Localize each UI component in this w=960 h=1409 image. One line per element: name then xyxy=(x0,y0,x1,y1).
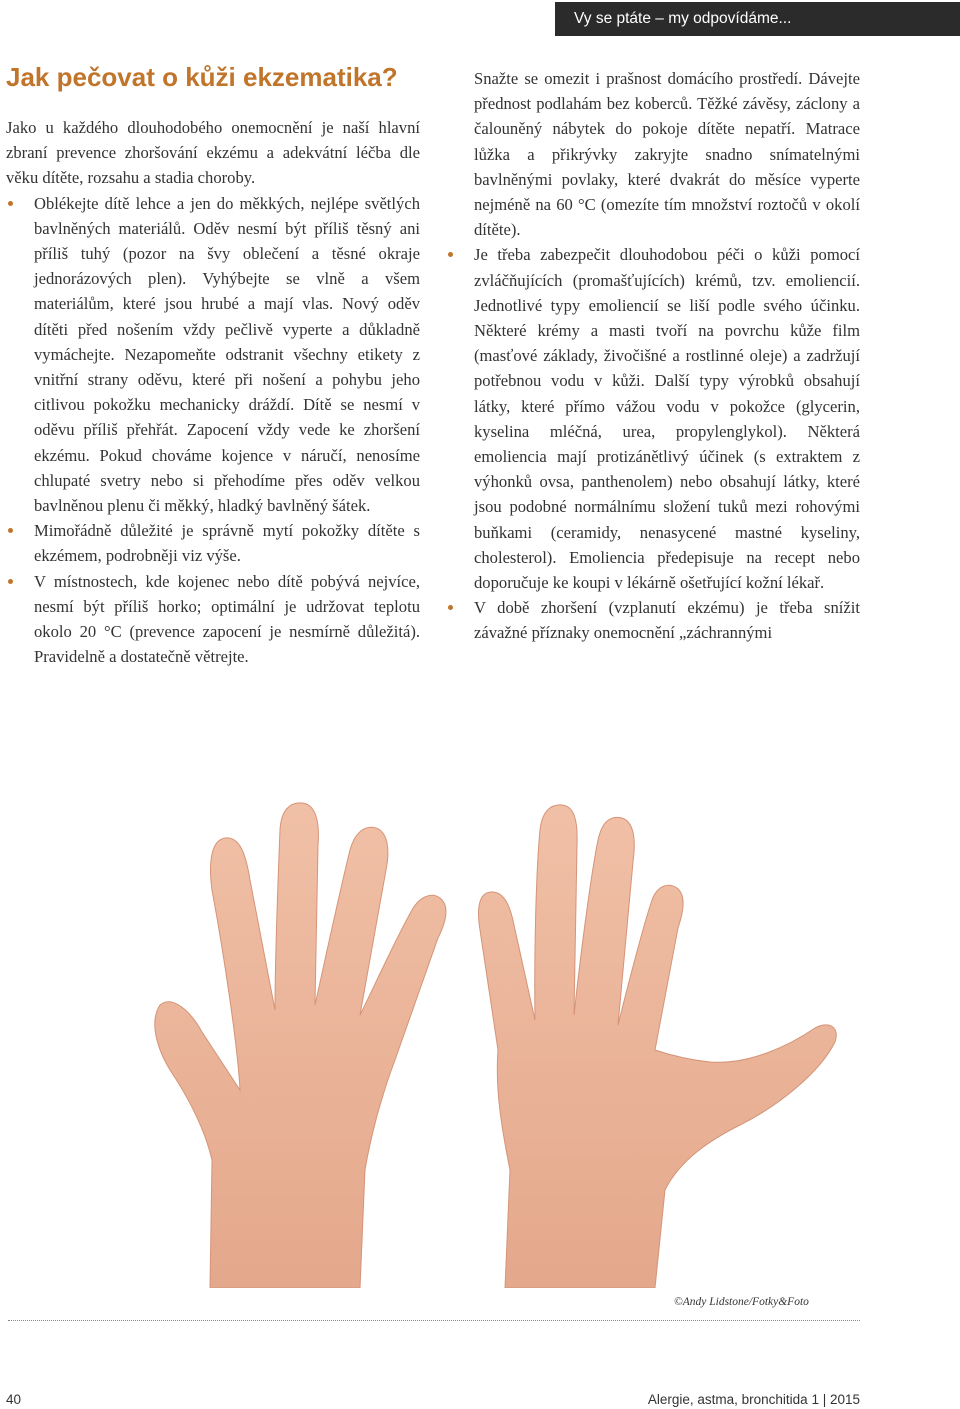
photo-credit: ©Andy Lidstone/Fotky&Foto xyxy=(674,1296,809,1308)
page-number: 40 xyxy=(6,1392,22,1407)
bullet-washing: Mimořádně důležité je správně mytí pokožky dítěte s ekzémem, podrobněji viz výše. xyxy=(34,518,420,568)
bullet-emollients: Je třeba zabezpečit dlouhodobou péči o kůži pomocí zvláčňujících (promašťujících) krémů, tzv. emoliencií. Jednotlivé typy emoliencií se liší podle svého účinku. Některé krémy a masti tvoří na povrchu kůže film (masťové základy, živočišné a rostlinné oleje) a zadržují potřebnou vodu v kůži. Další typy výrobků obsahují látky, které přímo vážou vodu v pokožce (glycerin, kyselina mléčná, urea, propylenglykol). Některá emoliencia mají protizánětlivý účinek (s extraktem z výhonků ovsa, panthenolem) nebo obsahují látky, které jsou podobné normálnímu složení tuků mezi rohovými buňkami (ceramidy, nenasycené mastné kyseliny, cholesterol). Emoliencia předepisuje na recept nebo doporučuje ke koupi v lékárně ošetřující kožní lékař. xyxy=(474,242,860,595)
bullet-clothing: Oblékejte dítě lehce a jen do měkkých, nejlépe světlých bavlněných materiálů. Oděv nesmí být příliš těsný ani příliš tuhý (pozor na švy oblečení a těsné okraje jednorázových plen). Vyhýbejte se vlně a všem materiálům, které jsou hrubé a mají vlas. Nový oděv dítěti před nošením vždy pečlivě vyperte a důkladně vymáchejte. Nezapomeňte odstranit všechny etikety z vnitřní strany oděvu, které při nošení a pohybu jeho citlivou pokožku mechanicky dráždí. Dítě se nesmí v oděvu příliš přehřát. Zapocení vždy vede ke zhoršení ekzému. Pokud chováme kojence v náručí, nenosíme chlupaté svetry nebo si přehodíme přes oděv velkou bavlněnou plenu či měkký, hladký bavlněný šátek. xyxy=(34,191,420,519)
left-bullet-list xyxy=(34,191,420,670)
article-title: Jak pečovat o kůži ekzematika? xyxy=(6,62,398,92)
dotted-divider xyxy=(8,1320,860,1321)
section-header: Vy se ptáte – my odpovídáme... xyxy=(555,2,960,36)
bullet-flare-ups: V době zhoršení (vzplanutí ekzému) je třeba snížit závažné příznaky onemocnění „záchrannými xyxy=(474,595,860,645)
right-hand xyxy=(479,805,837,1288)
intro-paragraph: Jako u každého dlouhodobého onemocnění je naší hlavní zbraní prevence zhoršování ekzému a adekvátní léčba dle věku dítěte, rozsahu a stadia choroby. xyxy=(6,118,420,188)
continued-paragraph: Snažte se omezit i prašnost domácího prostředí. Dávejte přednost podlahám bez koberců. Těžké závěsy, záclony a čalouněný nábytek do pokoje dítěte nepatří. Matrace lůžka a přikrývky zakryjte snadno snímatelnými bavlněnými povlaky, které dvakrát do měsíce vyperte nejméně na 60 °C (omezíte tím množství roztočů v okolí dítěte). xyxy=(474,69,860,240)
hands-illustration xyxy=(150,800,885,1288)
journal-name: Alergie, astma, bronchitida 1 | 2015 xyxy=(647,1392,860,1407)
left-hand xyxy=(155,803,446,1288)
bullet-room-temperature: V místnostech, kde kojenec nebo dítě pobývá nejvíce, nesmí být příliš horko; optimální je udržovat teplotu okolo 20 °C (prevence zapocení je nesmírně důležitá). Pravidelně a dostatečně větrejte. xyxy=(34,569,420,670)
right-column xyxy=(474,66,860,646)
right-bullet-list xyxy=(474,242,860,645)
hands-photo xyxy=(150,800,885,1288)
left-column xyxy=(6,115,420,669)
